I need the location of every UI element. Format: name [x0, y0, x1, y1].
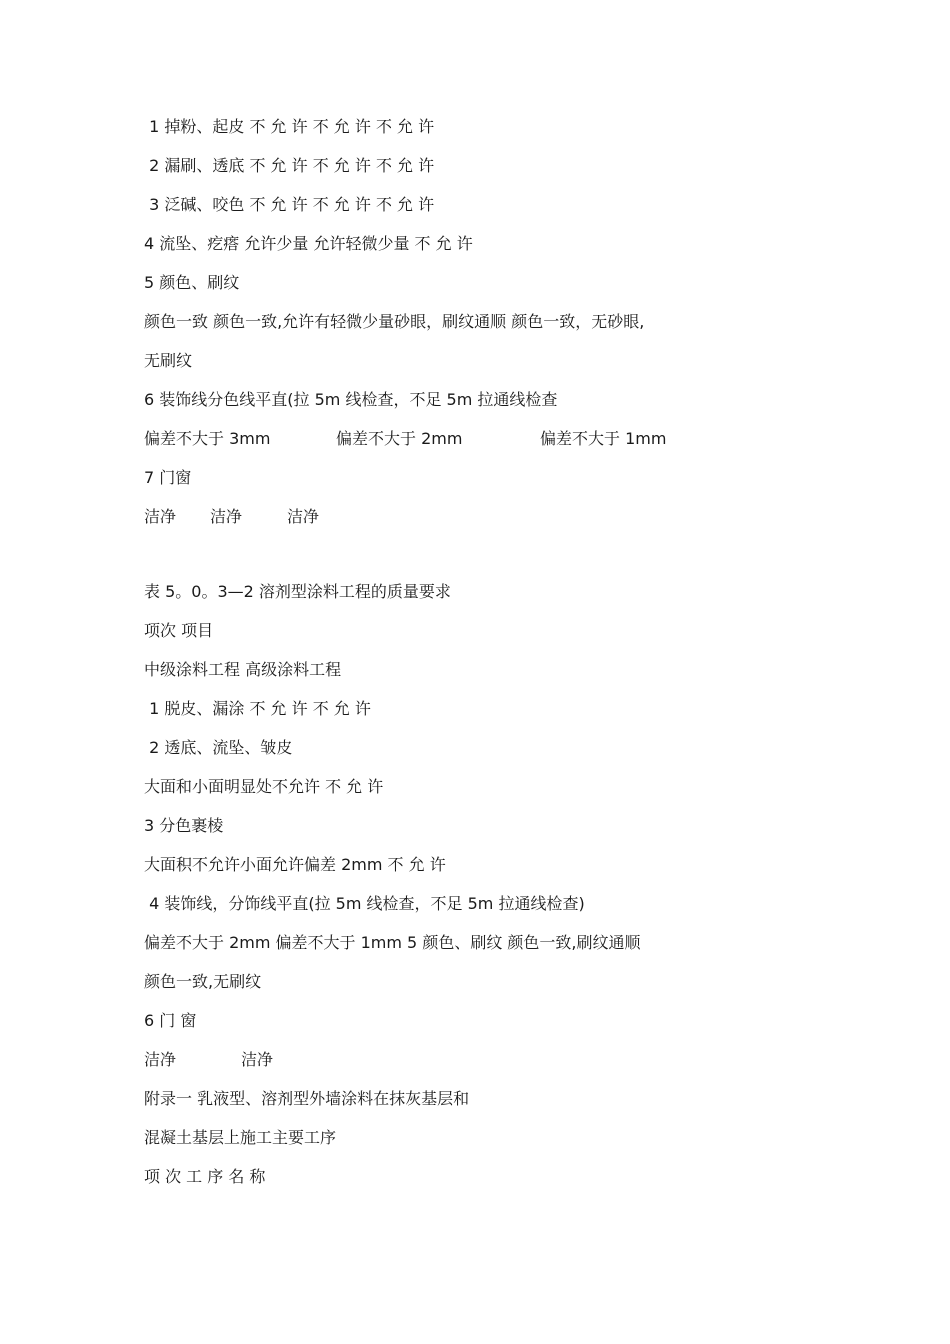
text-line: 7 门窗 — [144, 468, 192, 487]
text-line: 颜色一致,无刷纹 — [144, 972, 262, 991]
text-line: 3 分色裹棱 — [144, 816, 224, 835]
clean-cell: 洁净 — [241, 1050, 274, 1069]
text-line: 大面和小面明显处不允许 不 允 许 — [144, 777, 384, 796]
text-line: 4 流坠、疙瘩 允许少量 允许轻微少量 不 允 许 — [144, 234, 473, 253]
text-line: 6 装饰线分色线平直(拉 5m 线检查，不足 5m 拉通线检查 — [144, 390, 558, 409]
text-line: 1 掉粉、起皮 不 允 许 不 允 许 不 允 许 — [144, 117, 435, 136]
deviation-cell: 偏差不大于 3mm — [144, 429, 271, 448]
text-line: 项次 项目 — [144, 621, 214, 640]
text-line: 5 颜色、刷纹 — [144, 273, 240, 292]
text-line: 3 泛碱、咬色 不 允 许 不 允 许 不 允 许 — [144, 195, 435, 214]
text-line: 中级涂料工程 高级涂料工程 — [144, 660, 342, 679]
deviation-row — [144, 428, 824, 467]
text-line: 项 次 工 序 名 称 — [144, 1167, 266, 1186]
clean-cell: 洁净 — [210, 507, 243, 526]
text-line: 大面积不允许小面允许偏差 2mm 不 允 许 — [144, 855, 446, 874]
clean-cell: 洁净 — [287, 507, 320, 526]
appendix-title: 附录一 乳液型、溶剂型外墙涂料在抹灰基层和 — [144, 1089, 470, 1108]
text-line: 1 脱皮、漏涂 不 允 许 不 允 许 — [144, 699, 371, 718]
text-line: 偏差不大于 2mm 偏差不大于 1mm 5 颜色、刷纹 颜色一致,刷纹通顺 — [144, 933, 641, 952]
clean-row-b — [144, 1049, 824, 1088]
text-line: 无刷纹 — [144, 351, 193, 370]
text-line: 2 漏刷、透底 不 允 许 不 允 许 不 允 许 — [144, 156, 435, 175]
deviation-cell: 偏差不大于 2mm — [336, 429, 463, 448]
text-line: 4 装饰线，分饰线平直(拉 5m 线检查，不足 5m 拉通线检查) — [144, 894, 585, 913]
text-line: 2 透底、流坠、皱皮 — [144, 738, 293, 757]
clean-cell: 洁净 — [144, 507, 177, 526]
document-page — [144, 116, 824, 1205]
clean-cell: 洁净 — [144, 1050, 177, 1069]
text-line: 6 门 窗 — [144, 1011, 197, 1030]
appendix-title: 混凝土基层上施工主要工序 — [144, 1128, 337, 1147]
deviation-cell: 偏差不大于 1mm — [540, 429, 667, 448]
text-line: 颜色一致 颜色一致,允许有轻微少量砂眼，刷纹通顺 颜色一致，无砂眼, — [144, 312, 645, 331]
spacer — [144, 545, 824, 581]
clean-row — [144, 506, 824, 545]
table-caption: 表 5。0。3—2 溶剂型涂料工程的质量要求 — [144, 582, 451, 601]
